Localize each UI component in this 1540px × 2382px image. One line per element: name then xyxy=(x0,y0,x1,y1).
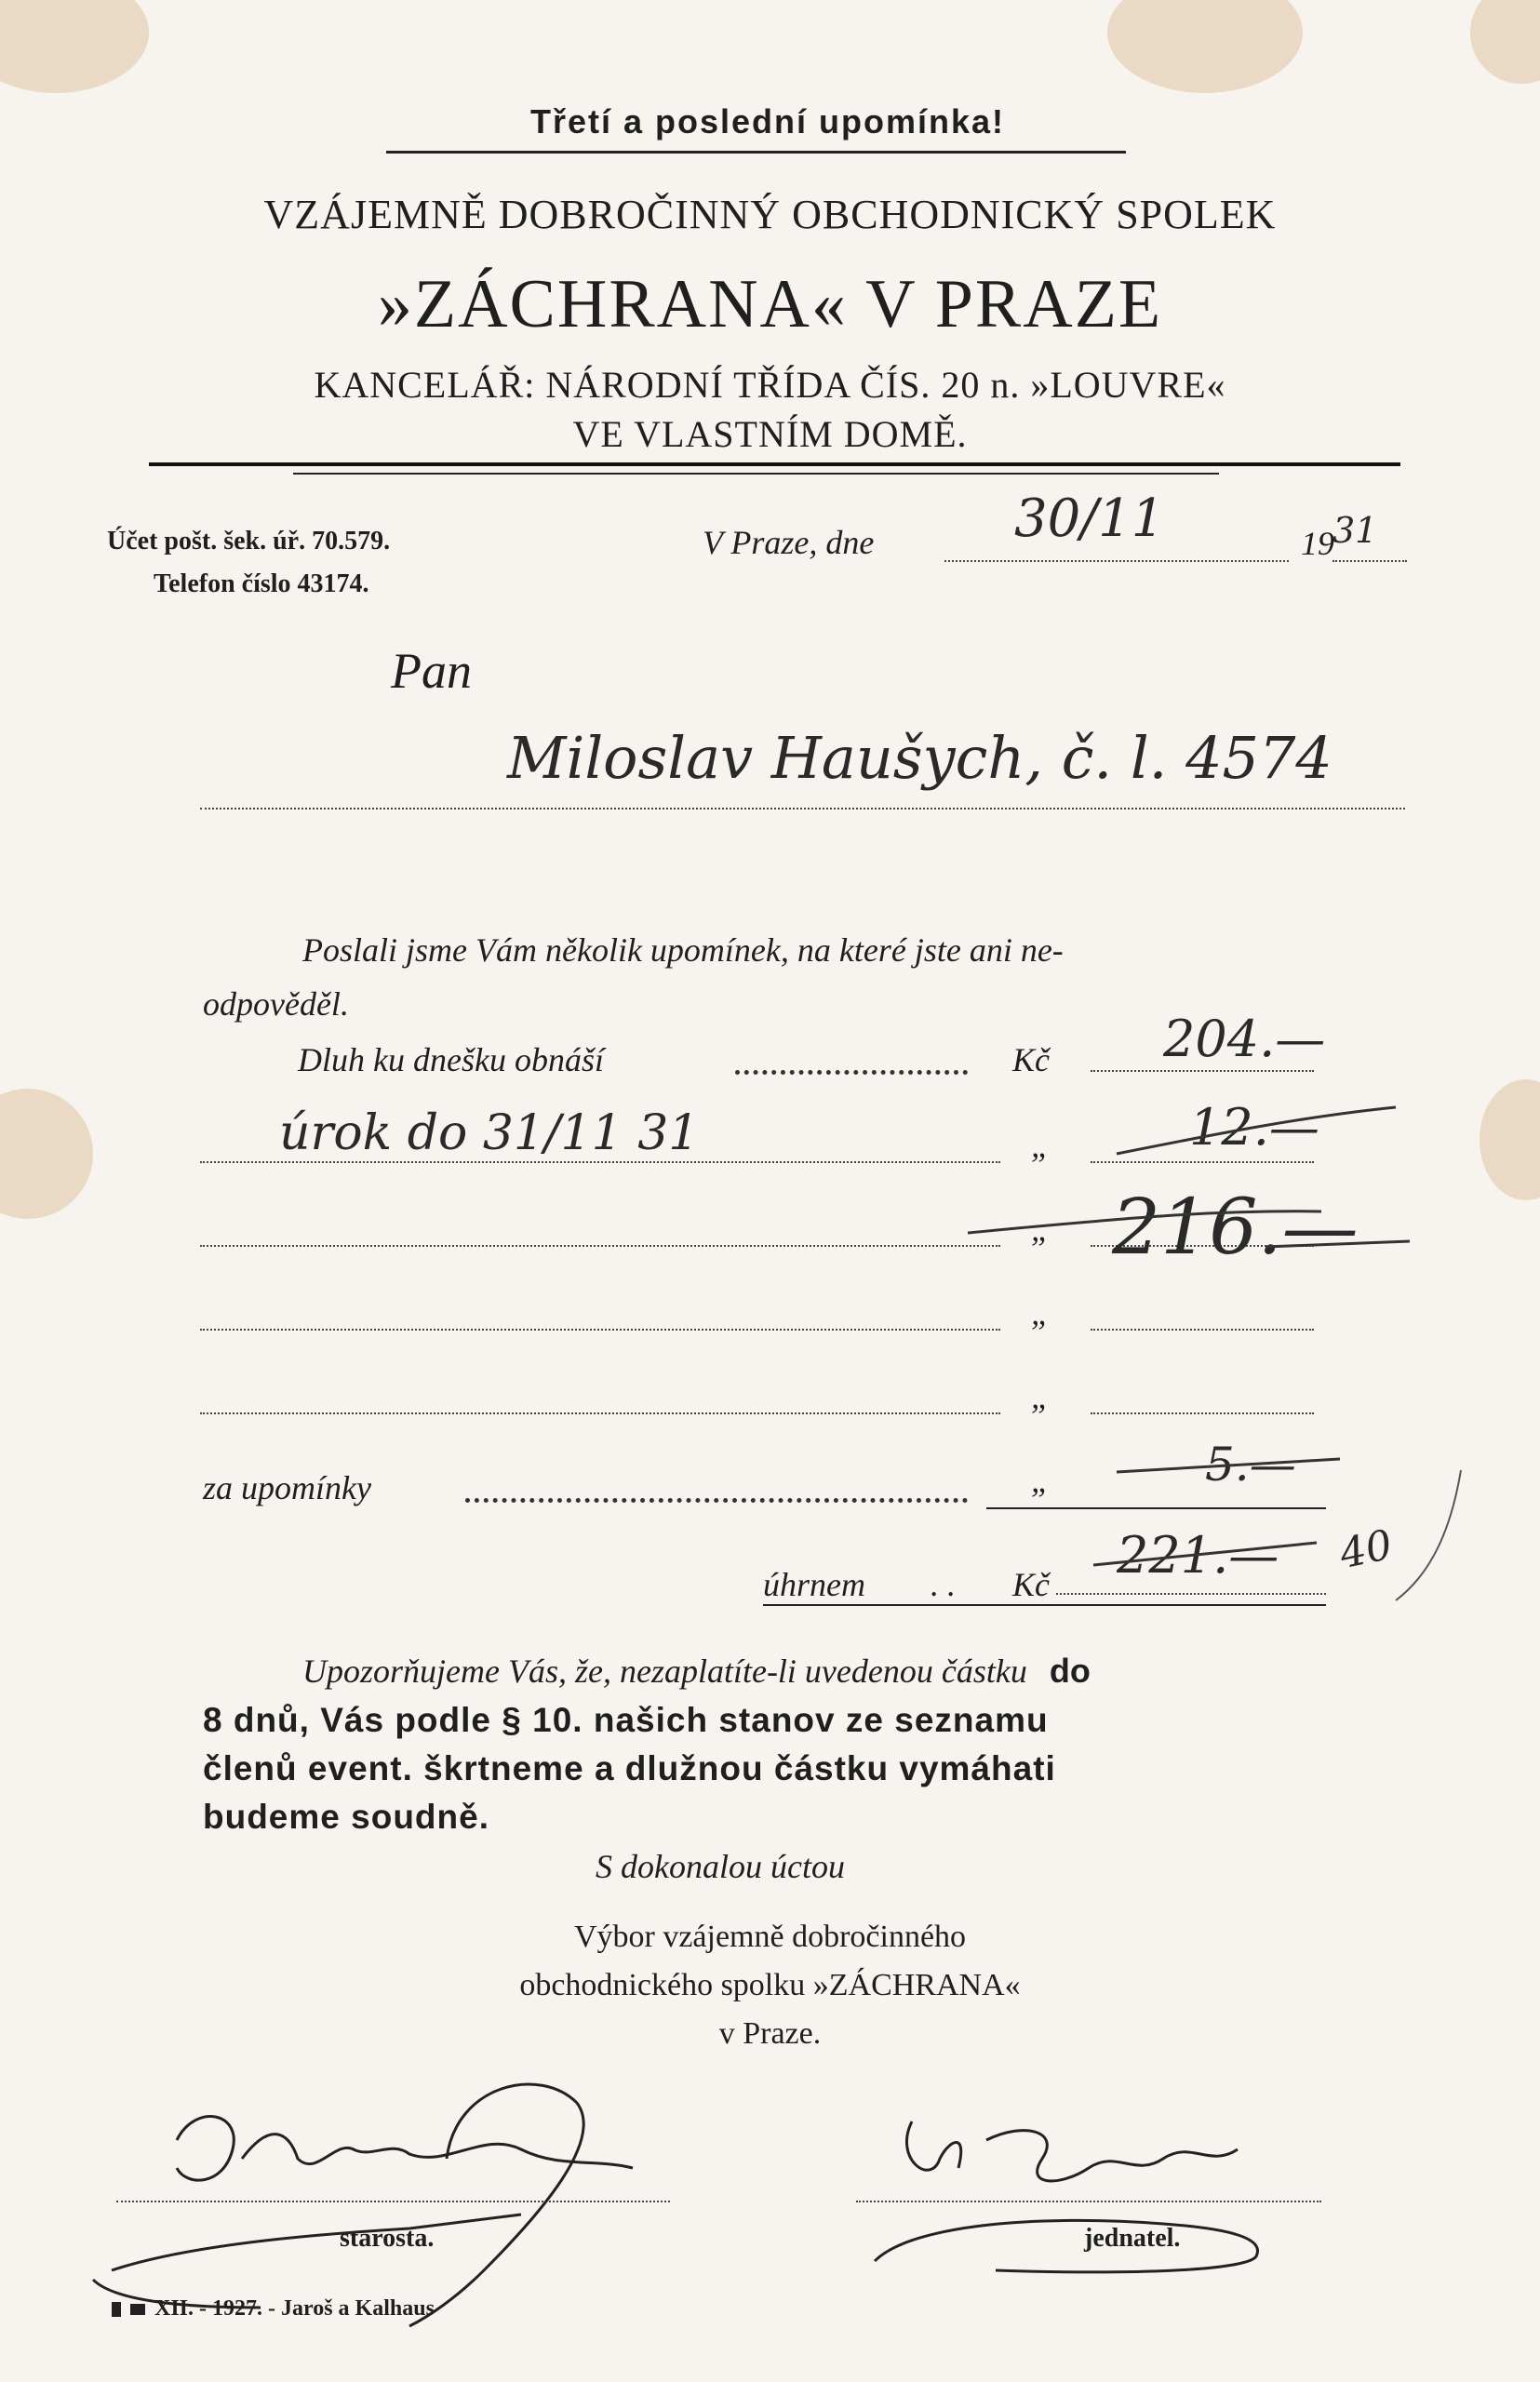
warning-line4: budeme soudně. xyxy=(203,1798,489,1836)
postal-account: Účet pošt. šek. úř. 70.579. xyxy=(107,527,391,555)
reminder-title: Třetí a poslední upomínka! xyxy=(529,102,1006,141)
org-name: »ZÁCHRANA« V PRAZE xyxy=(377,266,1163,342)
total-amount-handwritten: 221.— xyxy=(1117,1526,1279,1585)
warning-line1-bold: do xyxy=(1049,1652,1091,1690)
printer-text: XII. - 1927. - Jaroš a Kalhaus xyxy=(154,2296,435,2321)
salutation: Pan xyxy=(391,643,472,699)
subtotal-ditto: „ xyxy=(1031,1211,1051,1248)
year-prefix: 19 xyxy=(1301,525,1334,562)
subtotal-amount-handwritten: 216.— xyxy=(1112,1184,1359,1272)
warning-line1 xyxy=(302,1652,1091,1691)
printer-mark-icon xyxy=(112,2302,121,2317)
intro-line2: odpověděl. xyxy=(203,985,349,1023)
interest-ditto: „ xyxy=(1031,1127,1051,1164)
date-handwritten: 30/11 xyxy=(1014,488,1165,549)
debt-amount-handwritten: 204.— xyxy=(1163,1010,1326,1068)
office-address: KANCELÁŘ: NÁRODNÍ TŘÍDA ČÍS. 20 n. »LOUVRE« xyxy=(314,364,1226,406)
printer-mark-icon-2 xyxy=(130,2304,145,2315)
signature-left-drawing xyxy=(56,2028,707,2335)
committee-line3: v Praze. xyxy=(718,2016,822,2051)
interest-amount-handwritten: 12.— xyxy=(1189,1098,1319,1157)
reminders-amount-handwritten: 5.— xyxy=(1205,1438,1296,1492)
total-label: úhrnem xyxy=(763,1566,865,1603)
committee-line2: obchodnického spolku »ZÁCHRANA« xyxy=(519,1968,1021,2002)
printer-footer xyxy=(112,2296,435,2322)
empty-ditto-2: „ xyxy=(1031,1378,1051,1415)
year-handwritten: 31 xyxy=(1332,510,1378,551)
phone-number: Telefon číslo 43174. xyxy=(154,569,369,598)
reminders-ditto: „ xyxy=(1031,1462,1051,1499)
recipient-name-handwritten: Miloslav Haušych, č. l. 4574 xyxy=(507,724,1332,792)
reminders-label: za upomínky xyxy=(203,1469,371,1506)
place-date-label: V Praze, dne xyxy=(703,524,875,561)
own-house: VE VLASTNÍM DOMĚ. xyxy=(572,413,968,455)
interest-label-handwritten: úrok do 31/11 31 xyxy=(279,1105,700,1161)
warning-line1-italic: Upozorňujeme Vás, že, nezaplatíte-li uvedenou částku xyxy=(302,1653,1027,1690)
signature-right-drawing xyxy=(856,2084,1303,2289)
debt-label: Dluh ku dnešku obnáší xyxy=(298,1041,604,1078)
intro-line1: Poslali jsme Vám několik upomínek, na které jste ani ne- xyxy=(302,931,1064,969)
committee-line1: Výbor vzájemně dobročinného xyxy=(573,1920,967,1954)
empty-ditto-1: „ xyxy=(1031,1294,1051,1332)
warning-line2: 8 dnů, Vás podle § 10. našich stanov ze seznamu xyxy=(203,1701,1049,1739)
org-line1: VZÁJEMNĚ DOBROČINNÝ OBCHODNICKÝ SPOLEK xyxy=(263,192,1277,237)
signature-role-left: starosta. xyxy=(340,2224,435,2253)
regards: S dokonalou úctou xyxy=(596,1848,845,1885)
debt-currency: Kč xyxy=(1012,1041,1050,1078)
total-currency: Kč xyxy=(1012,1566,1050,1603)
signature-role-right: jednatel. xyxy=(1084,2224,1181,2253)
warning-line3: členů event. škrtneme a dlužnou částku vymáhati xyxy=(203,1749,1056,1787)
total-dots-text: . . xyxy=(931,1566,956,1603)
margin-note-handwritten: 40 xyxy=(1335,1520,1397,1579)
